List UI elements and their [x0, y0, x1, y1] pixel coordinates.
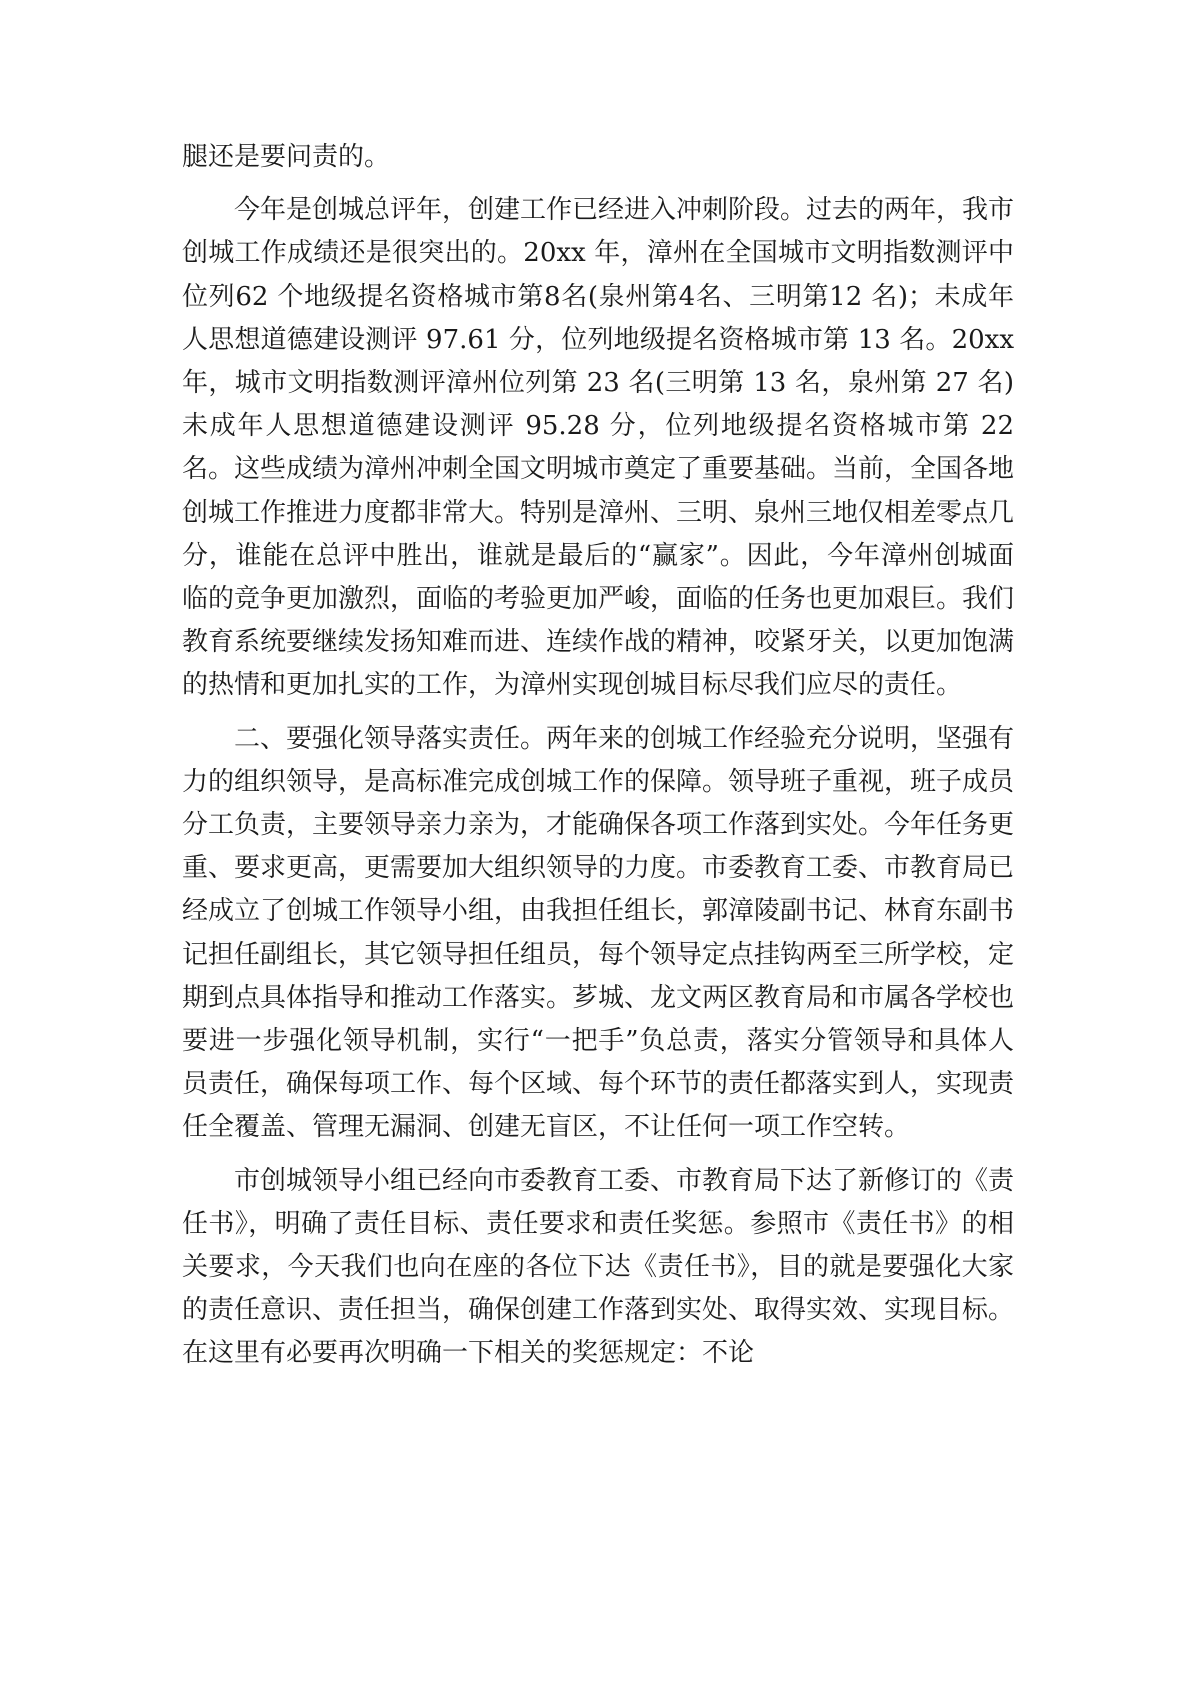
paragraph: 市创城领导小组已经向市委教育工委、市教育局下达了新修订的《责任书》，明确了责任目标、责任要求和责任奖惩。参照市《责任书》的相关要求，今天我们也向在座的各位下达《责任书》，目的就是要强化大家的责任意识、责任担当，确保创建工作落到实处、取得实效、实现目标。在这里有必要再次明确一下相关的奖惩规定：不论	[182, 1165, 1015, 1369]
paragraph: 腿还是要问责的。	[182, 142, 391, 172]
document-body	[182, 136, 1014, 1376]
paragraph: 今年是创城总评年，创建工作已经进入冲刺阶段。过去的两年，我市创城工作成绩还是很突出的。20xx 年，漳州在全国城市文明指数测评中位列62 个地级提名资格城市第8名(泉州第4名、三明第12 名)；未成年人思想道德建设测评 97.61 分，位列地级提名资格城市第 13 名。20xx 年，城市文明指数测评漳州位列第 23 名(三明第 13 名，泉州第 27 名)未成年人思想道德建设测评 95.28 分，位列地级提名资格城市第 22 名。这些成绩为漳州冲刺全国文明城市奠定了重要基础。当前，全国各地创城工作推进力度都非常大。特别是漳州、三明、泉州三地仅相差零点几分，谁能在总评中胜出，谁就是最后的“赢家”。因此，今年漳州创城面临的竞争更加激烈，面临的考验更加严峻，面临的任务也更加艰巨。我们教育系统要继续发扬知难而进、连续作战的精神，咬紧牙关，以更加饱满的热情和更加扎实的工作，为漳州实现创城目标尽我们应尽的责任。	[182, 195, 1015, 701]
paragraph: 二、要强化领导落实责任。两年来的创城工作经验充分说明，坚强有力的组织领导，是高标准完成创城工作的保障。领导班子重视，班子成员分工负责，主要领导亲力亲为，才能确保各项工作落到实处。今年任务更重、要求更高，更需要加大组织领导的力度。市委教育工委、市教育局已经成立了创城工作领导小组，由我担任组长，郭漳陵副书记、林育东副书记担任副组长，其它领导担任组员，每个领导定点挂钩两至三所学校，定期到点具体指导和推动工作落实。芗城、龙文两区教育局和市属各学校也要进一步强化领导机制，实行“一把手”负总责，落实分管领导和具体人员责任，确保每项工作、每个区域、每个环节的责任都落实到人，实现责任全覆盖、管理无漏洞、创建无盲区，不让任何一项工作空转。	[182, 723, 1015, 1143]
